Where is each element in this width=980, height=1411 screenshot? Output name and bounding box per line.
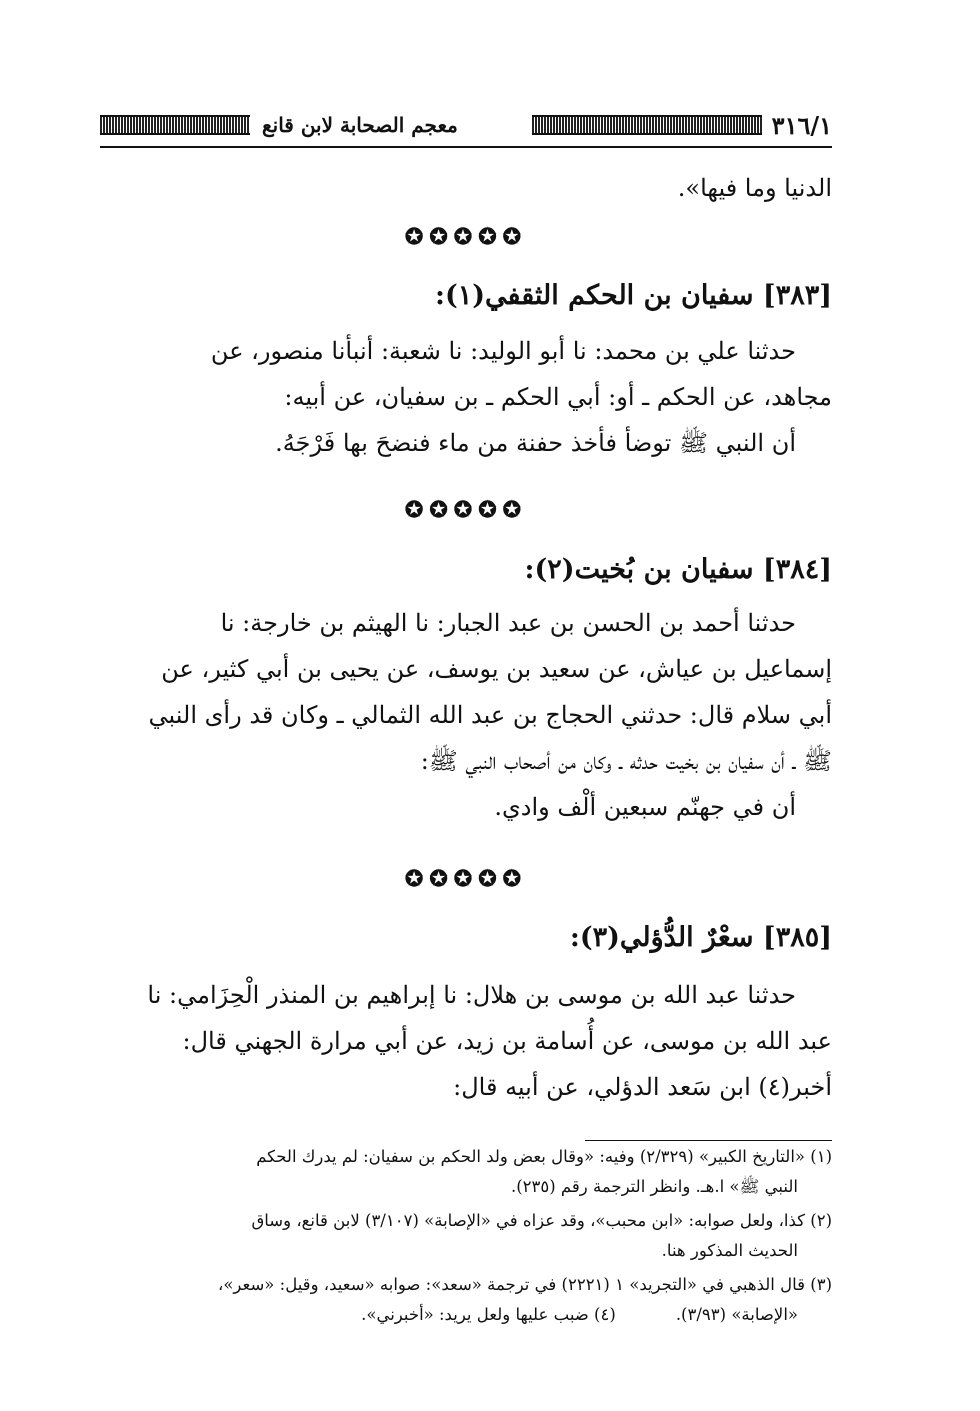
entry-line: أن في جهنّم سبعين ألْف وادي.	[494, 793, 796, 821]
running-title: معجم الصحابة لابن قانع	[262, 113, 458, 137]
page-header	[100, 108, 832, 142]
continuation-text: الدنيا وما فيها».	[677, 174, 832, 202]
header-ornament	[532, 115, 762, 135]
entry-line: عبد الله بن موسى، عن أُسامة بن زيد، عن أبي مرارة الجهني قال:	[182, 1027, 832, 1055]
entry-line: أخبر(٤) ابن سَعد الدؤلي، عن أبيه قال:	[453, 1073, 832, 1101]
entry-title-383: [٣٨٣] سفيان بن الحكم الثقفي(١):	[435, 280, 832, 311]
page-number: ٣١٦/١	[771, 110, 832, 140]
header-left	[100, 113, 458, 137]
footnote-rule	[585, 1140, 832, 1141]
separator-stars: ✪✪✪✪✪	[404, 224, 528, 250]
footnote-line: الحديث المذكور هنا.	[661, 1241, 798, 1260]
entry-line: حدثنا عبد الله بن موسى بن هلال: نا إبراهيم بن المنذر الْحِزَامي: نا	[147, 981, 796, 1009]
footnote-2	[100, 1206, 832, 1266]
entry-line: إسماعيل بن عياش، عن سعيد بن يوسف، عن يحيى بن أبي كثير، عن	[161, 655, 832, 683]
footnote-4: (٤) ضبب عليها ولعل يريد: «أخبرني».	[361, 1305, 616, 1324]
entry-line: ﷺ ـ أن سفيان بن بخيت حدثه ـ وكان من أصحاب النبي ﷺ:	[420, 747, 832, 775]
entry-line: حدثنا أحمد بن الحسن بن عبد الجبار: نا الهيثم بن خارجة: نا	[220, 609, 796, 637]
entry-line: أبي سلام قال: حدثني الحجاج بن عبد الله الثمالي ـ وكان قد رأى النبي	[148, 701, 832, 729]
separator-stars: ✪✪✪✪✪	[404, 866, 528, 892]
header-right	[532, 111, 832, 140]
entry-body-384	[100, 600, 832, 830]
footnote-line: (١) «التاريخ الكبير» (٢/٣٢٩) وفيه: «وقال بعض ولد الحكم بن سفيان: لم يدرك الحكم	[256, 1147, 832, 1166]
continuation-line	[100, 165, 832, 211]
separator-stars: ✪✪✪✪✪	[404, 497, 528, 523]
entry-body-385	[100, 972, 832, 1110]
entry-line: حدثنا علي بن محمد: نا أبو الوليد: نا شعبة: أنبأنا منصور، عن	[210, 337, 796, 365]
footnotes	[100, 1142, 832, 1334]
footnote-line: «الإصابة» (٣/٩٣).	[675, 1305, 798, 1324]
entry-title-385: [٣٨٥] سعْرٌ الدُّؤلي(٣):	[569, 922, 832, 953]
footnote-line: (٢) كذا، ولعل صوابه: «ابن محبب»، وقد عزاه في «الإصابة» (٣/١٠٧) لابن قانع، وساق	[251, 1211, 832, 1230]
footnote-line: النبي ﷺ» ا.هـ. وانظر الترجمة رقم (٢٣٥).	[510, 1177, 798, 1196]
entry-line: أن النبي ﷺ توضأ فأخذ حفنة من ماء فنضحَ بها فَرْجَهُ.	[275, 429, 796, 457]
header-ornament	[100, 115, 250, 135]
entry-body-383	[100, 328, 832, 466]
entry-title-384: [٣٨٤] سفيان بن بُخيت(٢):	[524, 554, 832, 585]
footnote-line: (٣) قال الذهبي في «التجريد» ١ (٢٢٢١) في ترجمة «سعد»: صوابه «سعيد، وقيل: «سعر»،	[218, 1275, 832, 1294]
footnote-line-shared	[100, 1300, 832, 1330]
entry-line: مجاهد، عن الحكم ـ أو: أبي الحكم ـ بن سفيان، عن أبيه:	[284, 383, 832, 411]
footnote-1	[100, 1142, 832, 1202]
header-rule	[100, 146, 832, 148]
footnote-3	[100, 1270, 832, 1330]
